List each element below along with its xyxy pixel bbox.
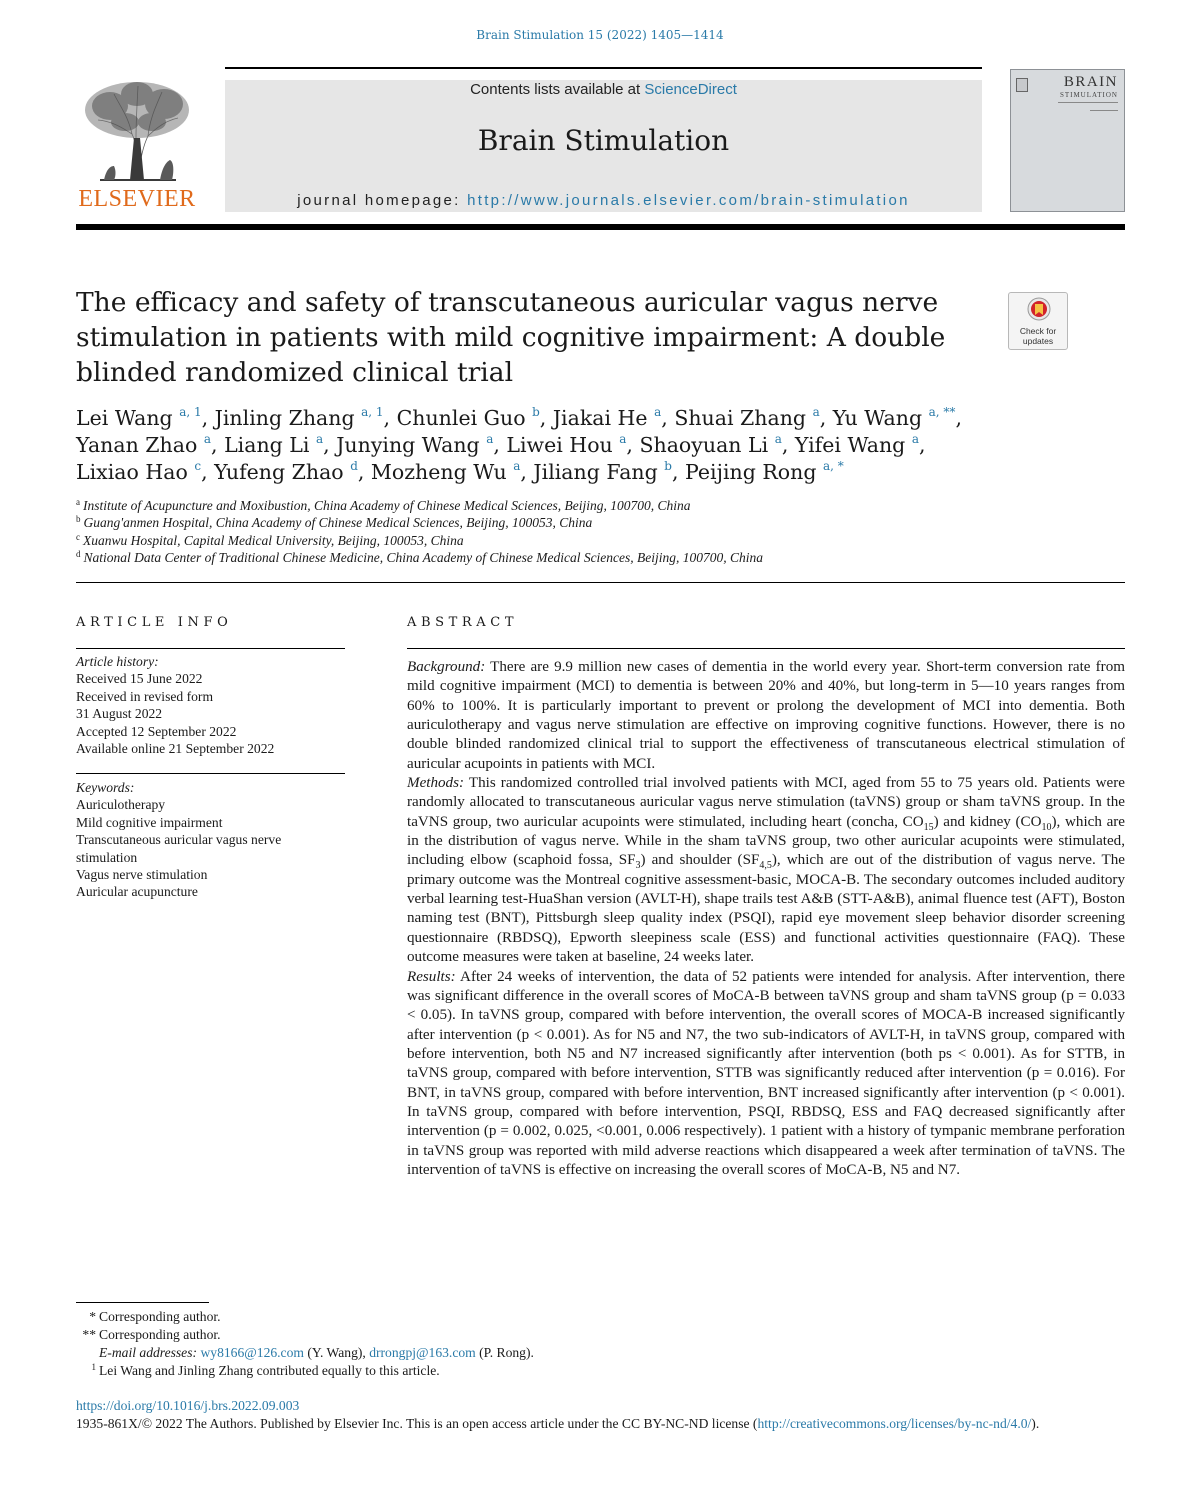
keywords: [76, 779, 348, 901]
author-affiliation-marker[interactable]: a, *: [822, 459, 844, 473]
author-line: [76, 432, 1125, 459]
author-separator: ,: [201, 460, 215, 484]
footnote-marker: *: [89, 1309, 96, 1324]
sciencedirect-link[interactable]: ScienceDirect: [644, 81, 737, 98]
author-affiliation-marker[interactable]: c: [194, 459, 202, 473]
email-link[interactable]: drrongpj@163.com: [369, 1345, 476, 1360]
elsevier-tree-icon: [80, 76, 194, 184]
author-affiliation-marker[interactable]: b: [664, 459, 672, 473]
email-owner: (P. Rong).: [475, 1345, 534, 1360]
doi-link[interactable]: https://doi.org/10.1016/j.brs.2022.09.003: [76, 1398, 300, 1413]
affiliation-item: [76, 514, 1125, 531]
author-separator: ,: [539, 406, 553, 430]
article-info-rule: [76, 648, 345, 649]
methods-text: ) and shoulder (SF: [640, 852, 760, 869]
keyword-item: Auricular acupuncture: [76, 884, 198, 900]
footnote-text: Corresponding author.: [99, 1309, 221, 1324]
author-name[interactable]: Liang Li: [224, 433, 310, 457]
abstract-background: [407, 658, 1125, 774]
author-separator: ,: [781, 433, 795, 457]
license-link[interactable]: http://creativecommons.org/licenses/by-nc-nd/4.0/: [757, 1416, 1032, 1431]
keyword-item: Mild cognitive impairment: [76, 814, 223, 830]
article-history: [76, 653, 348, 757]
methods-subscript: 15: [923, 821, 934, 833]
author-affiliation-marker[interactable]: a: [203, 432, 212, 446]
journal-title: Brain Stimulation: [477, 124, 730, 157]
email-label: E-mail addresses:: [99, 1345, 198, 1360]
methods-text: This randomized controlled trial involved patients with MCI, aged from 55 to 75 years old. Patients were randomly allocated to transcutaneous auricular vagus nerve stimulation (taVNS) group or sham taVNS group. In the taVNS group, two auricular acupoints were stimulated, including heart (concha, CO: [407, 775, 1125, 830]
author-affiliation-marker[interactable]: a: [513, 459, 521, 473]
author-separator: ,: [357, 460, 371, 484]
author-affiliation-marker[interactable]: a: [774, 432, 782, 446]
keyword-item: stimulation: [76, 849, 138, 865]
cover-title: BRAIN: [1063, 74, 1118, 90]
footnote-marker: [76, 1362, 96, 1380]
author-separator: ,: [918, 433, 926, 457]
methods-label: Methods:: [407, 775, 465, 792]
background-label: Background:: [407, 659, 486, 675]
check-for-updates-icon: [1027, 297, 1051, 323]
history-item: Accepted 12 September 2022: [76, 723, 237, 739]
article-history-label: Article history:: [76, 654, 159, 669]
cfu-line2: updates: [1022, 336, 1054, 346]
history-item: Received in revised form: [76, 688, 214, 704]
header-bottom-rule: [76, 224, 1125, 230]
author-name[interactable]: Junying Wang: [336, 433, 480, 457]
author-separator: ,: [626, 433, 640, 457]
author-name[interactable]: Jinling Zhang: [214, 406, 355, 430]
author-name[interactable]: Lixiao Hao: [76, 460, 188, 484]
methods-subscript: 3: [635, 860, 641, 872]
affiliations: [76, 497, 1125, 567]
author-name[interactable]: Jiakai He: [552, 406, 648, 430]
contents-prefix: Contents lists available at: [470, 81, 645, 98]
author-separator: ,: [671, 460, 686, 484]
author-affiliation-marker[interactable]: a: [316, 432, 324, 446]
abstract-rule: [407, 648, 1125, 649]
abstract-body: [407, 658, 1125, 1180]
author-separator: ,: [383, 406, 397, 430]
author-list: [76, 405, 1125, 486]
header-top-rule: [225, 67, 982, 69]
history-item: Available online 21 September 2022: [76, 741, 275, 757]
author-affiliation-marker[interactable]: a: [911, 432, 919, 446]
author-separator: ,: [819, 406, 833, 430]
background-text: There are 9.9 million new cases of dementia in the world every year. Short-term conversion rate from mild cognitive impairment (MCI) to dementia is between 20% and 40%, but long-term in 5—10 years ranges from 60% to 100%. It is particularly important to prevent or prolong the development of MCI into dementia. Both auriculotherapy and vagus nerve stimulation are effective on improving cognitive functions. However, there is no double blinded randomized clinical trial to support the effectiveness of transcutaneous electrical stimulation of auricular acupoints in patients with MCI.: [407, 659, 1125, 772]
homepage-prefix: journal homepage:: [297, 192, 468, 209]
email-owner: (Y. Wang),: [303, 1345, 370, 1360]
author-line: [76, 405, 1125, 432]
author-separator: ,: [520, 460, 534, 484]
methods-text: ), which are in the distribution of vagus nerve. While in the sham taVNS group, two other auricular acupoints were stimulated, including elbow (scaphoid fossa, SF: [407, 813, 1125, 869]
author-name[interactable]: Mozheng Wu: [370, 460, 507, 484]
results-text: After 24 weeks of intervention, the data of 52 patients were intended for analysis. After intervention, there was significant difference in the overall scores of MoCA-B between taVNS group and sham taVNS group (p = 0.033 < 0.05). In taVNS group, compared with before intervention, the overall scores of MOCA-B increased significantly after intervention (p < 0.001). As for N5 and N7, the two sub-indicators of AVLT-H, in taVNS group, compared with before intervention, both N5 and N7 increased significantly after intervention (both ps < 0.001). As for STTB, in taVNS group, compared with before intervention, STTB was significantly reduced after intervention (p = 0.016). For BNT, in taVNS group, compared with before intervention, BNT increased significantly after intervention (p < 0.001). In taVNS group, compared with before intervention, PSQI, RBDSQ, ESS and FAQ decreased significantly after intervention (p = 0.002, 0.025, <0.001, 0.006 respectively). 1 patient with a history of tympanic membrane perforation in taVNS group was reported with mild adverse reactions which disappeared a week after termination of taVNS. The intervention of taVNS is effective on increasing the overall scores of MoCA-B, N5 and N7.: [407, 968, 1125, 1178]
author-separator: ,: [201, 406, 215, 430]
email-link[interactable]: wy8166@126.com: [200, 1345, 304, 1360]
article-info-heading: ARTICLE INFO: [76, 615, 233, 630]
author-name[interactable]: Shuai Zhang: [674, 406, 807, 430]
author-name[interactable]: Shaoyuan Li: [639, 433, 769, 457]
check-for-updates-button[interactable]: [1008, 292, 1068, 350]
check-for-updates-label: [1009, 326, 1067, 346]
affiliation-text: Institute of Acupuncture and Moxibustion, China Academy of Chinese Medical Sciences, Beijing, 100700, China: [83, 498, 691, 513]
keywords-label: Keywords:: [76, 780, 135, 795]
author-affiliation-marker[interactable]: a: [812, 405, 820, 419]
results-label: Results:: [407, 968, 456, 985]
abstract-heading: ABSTRACT: [407, 615, 519, 630]
footnote-equal-contribution: [76, 1362, 776, 1380]
affiliation-item: [76, 532, 1125, 549]
author-affiliation-marker[interactable]: b: [532, 405, 540, 419]
affiliation-text: Guang'anmen Hospital, China Academy of Chinese Medical Sciences, Beijing, 100053, China: [83, 515, 593, 531]
homepage-link[interactable]: http://www.journals.elsevier.com/brain-stimulation: [467, 192, 910, 209]
author-separator: ,: [211, 433, 225, 457]
cover-rule: [1058, 102, 1118, 103]
affiliation-key: c: [76, 531, 80, 542]
author-separator: ,: [323, 433, 337, 457]
author-separator: ,: [661, 406, 675, 430]
author-name[interactable]: Yu Wang: [832, 406, 923, 430]
footnote-rule: [76, 1302, 209, 1303]
journal-banner: [225, 80, 982, 212]
elsevier-logo[interactable]: [76, 76, 198, 216]
contents-line: [225, 81, 982, 98]
footnote-text: Lei Wang and Jinling Zhang contributed equally to this article.: [99, 1363, 440, 1378]
author-affiliation-marker[interactable]: a: [619, 432, 627, 446]
footnote-text: Corresponding author.: [99, 1327, 221, 1342]
affiliation-text: Xuanwu Hospital, Capital Medical University, Beijing, 100053, China: [83, 532, 464, 548]
author-name[interactable]: Liwei Hou: [506, 433, 613, 457]
author-separator: ,: [493, 433, 507, 457]
methods-subscript: 4,5: [759, 860, 772, 872]
section-divider: [76, 582, 1125, 583]
author-name[interactable]: Lei Wang: [76, 406, 173, 430]
history-item: Received 15 June 2022: [76, 671, 203, 687]
affiliation-item: [76, 549, 1125, 566]
author-affiliation-marker[interactable]: d: [350, 459, 358, 473]
author-affiliation-marker[interactable]: a, **: [928, 405, 956, 419]
cfu-line1: Check for: [1019, 326, 1057, 336]
copyright-line: [76, 1416, 1176, 1432]
abstract-methods: [407, 774, 1125, 967]
affiliation-text: National Data Center of Traditional Chinese Medicine, China Academy of Chinese Medical Sciences, Beijing, 100700, China: [83, 550, 764, 566]
author-affiliation-marker[interactable]: a, 1: [361, 405, 384, 419]
affiliation-key: b: [76, 514, 81, 525]
methods-subscript: 10: [1041, 821, 1052, 833]
footnote-marker: **: [82, 1327, 96, 1342]
affiliation-item: [76, 497, 1125, 514]
author-line: [76, 459, 1125, 486]
author-affiliation-marker[interactable]: a: [486, 432, 494, 446]
cover-rule: [1090, 110, 1118, 111]
methods-text: ), which are out of the distribution of vagus nerve. The primary outcome was the Montreal cognitive assessment-basic, MOCA-B. The secondary outcomes included auditory verbal learning test-HuaShan version (AVLT-H), shape trails test A&B (STT-A&B), animal fluence test (AFT), Boston naming test (BNT), Pittsburgh sleep quality index (PSQI), rapid eye movement sleep behavior disorder screening questionnaire (RBDSQ), Epworth sleepiness scale (ESS) and functional activities questionnaire (FAQ). These outcome measures were taken at baseline, 24 weeks later.: [407, 852, 1125, 966]
author-name[interactable]: Yifei Wang: [794, 433, 906, 457]
journal-cover-thumbnail[interactable]: [1010, 69, 1125, 212]
footnote-emails: [76, 1344, 776, 1362]
footnote-marker-sup: 1: [91, 1362, 96, 1372]
cover-logo-icon: [1016, 78, 1028, 92]
affiliation-key: a: [76, 497, 80, 507]
author-name[interactable]: Yufeng Zhao: [214, 460, 344, 484]
footnote-corresponding: [76, 1326, 776, 1344]
author-name[interactable]: Jiliang Fang: [533, 460, 658, 484]
abstract-results: [407, 968, 1125, 1181]
author-name[interactable]: Yanan Zhao: [76, 433, 198, 457]
elsevier-wordmark: ELSEVIER: [78, 186, 196, 212]
homepage-line: [225, 192, 982, 209]
affiliation-key: d: [76, 549, 81, 560]
journal-citation[interactable]: Brain Stimulation 15 (2022) 1405—1414: [476, 28, 724, 42]
keywords-rule: [76, 773, 345, 774]
author-separator: ,: [955, 406, 962, 430]
footnote-corresponding: [76, 1308, 776, 1326]
cover-subtitle: STIMULATION: [1059, 91, 1118, 99]
author-affiliation-marker[interactable]: a: [654, 405, 662, 419]
history-item: 31 August 2022: [76, 706, 163, 722]
author-name[interactable]: Peijing Rong: [685, 460, 817, 484]
footnotes: [76, 1308, 776, 1380]
author-name[interactable]: Chunlei Guo: [396, 406, 526, 430]
author-affiliation-marker[interactable]: a, 1: [179, 405, 202, 419]
copyright-end: ).: [1031, 1416, 1040, 1431]
keyword-item: Auriculotherapy: [76, 797, 166, 813]
copyright-text: 1935-861X/© 2022 The Authors. Published by Elsevier Inc. This is an open access article under the CC BY-NC-ND license (: [76, 1416, 758, 1431]
keyword-item: Vagus nerve stimulation: [76, 867, 208, 883]
article-title: The efficacy and safety of transcutaneous auricular vagus nerve stimulation in patients with mild cognitive impairment: A double blinded randomized clinical trial: [76, 287, 946, 388]
keyword-item: Transcutaneous auricular vagus nerve: [76, 832, 282, 848]
methods-text: ) and kidney (CO: [933, 813, 1042, 830]
